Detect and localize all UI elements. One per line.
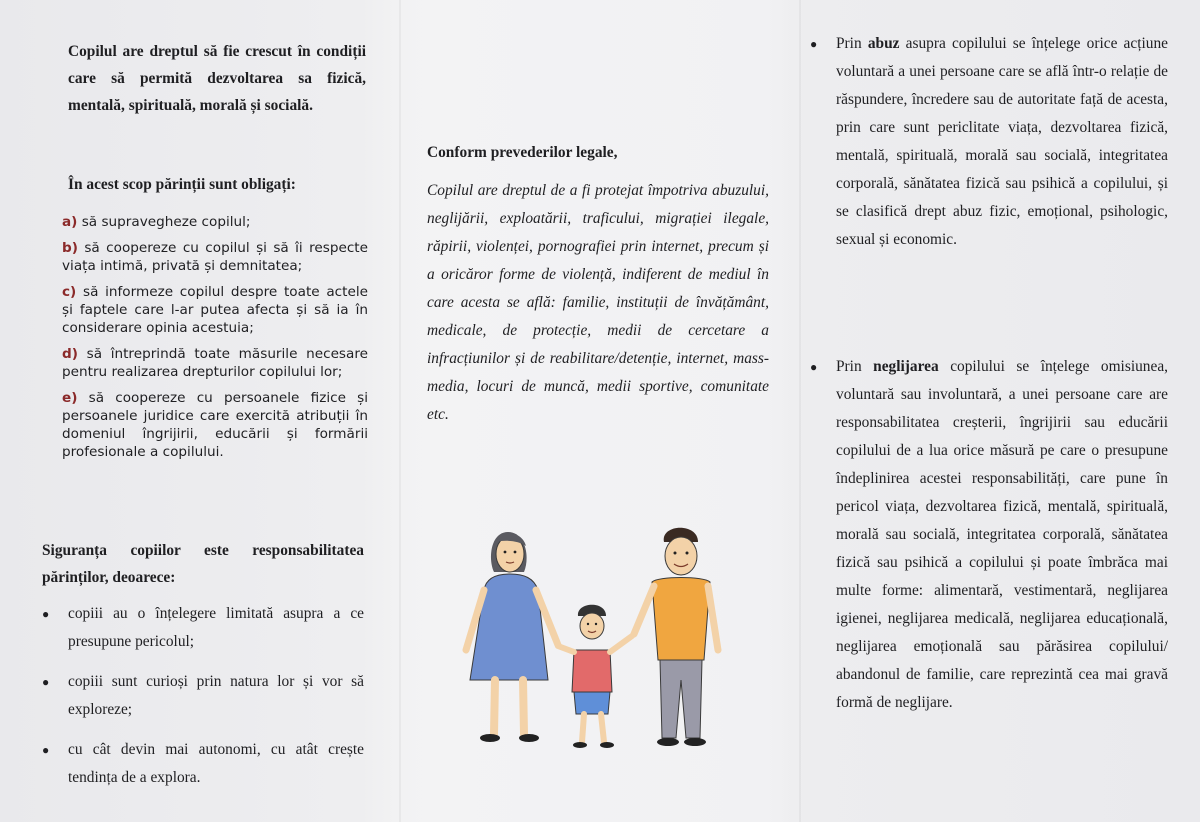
family-illustration bbox=[450, 520, 780, 760]
neglect-definition bbox=[810, 353, 1168, 717]
obligation-item bbox=[62, 283, 368, 337]
middle-panel bbox=[400, 0, 800, 822]
obligation-item bbox=[62, 389, 368, 461]
neglect-prefix: Prin bbox=[836, 358, 874, 375]
bullet-icon: ● bbox=[810, 37, 818, 51]
obligation-letter: c) bbox=[62, 284, 77, 300]
safety-item bbox=[42, 600, 364, 656]
obligation-text: să supravegheze copilul; bbox=[77, 214, 251, 230]
safety-list bbox=[42, 600, 364, 804]
obligations-list bbox=[62, 213, 368, 469]
obligation-text: să coopereze cu copilul și să îi respecte viața intimă, privată și demnitatea; bbox=[62, 240, 368, 274]
abuse-item bbox=[810, 30, 1168, 254]
obligation-text: să informeze copilul despre toate actele și faptele care l-ar putea afecta și să ia în considerare opinia acestuia; bbox=[62, 284, 368, 336]
bullet-icon: ● bbox=[42, 607, 50, 621]
safety-item-text: cu cât devin mai autonomi, cu atât crește tendința de a explora. bbox=[68, 741, 364, 786]
neglect-item bbox=[810, 353, 1168, 717]
neglect-text: copilului se înțelege omisiunea, voluntară sau involuntară, a unei persoane care are responsabilitatea creșterii, îngrijirii sau educării copilului de a lua orice măsură pe care o presupune îndeplinirea acestei responsabilități, care pune în pericol viața, dezvoltarea fizică, mentală, spirituală, morală sau socială, integritatea corporală, sănătatea fizică sau psihică a copilului și poate îmbrăca mai multe forme: alimentară, vestimentară, neglijarea igienei, neglijarea medicală, neglijarea educațională, neglijarea emoțională sau părăsirea copilului/ abandonul de familie, care reprezintă cea mai gravă formă de neglijare. bbox=[836, 358, 1169, 711]
mother-figure bbox=[466, 532, 558, 742]
safety-item bbox=[42, 736, 364, 792]
bullet-icon: ● bbox=[810, 360, 818, 374]
obligations-title: În acest scop părinții sunt obligați: bbox=[68, 176, 296, 193]
left-panel bbox=[0, 0, 400, 822]
obligation-letter: b) bbox=[62, 240, 78, 256]
safety-item bbox=[42, 668, 364, 724]
legal-text: Copilul are dreptul de a fi protejat împotriva abuzului, neglijării, exploatării, traficului, migrației ilegale, răpirii, violenței, pornografiei prin internet, precum și a oricăror forme de violență, indiferent de mediul în care acesta se află: familie, instituții de învățământ, medicale, de protecție, medii de cercetare a infracțiunilor și de reabilitare/detenție, internet, mass-media, locuri de muncă, medii sportive, comunitate etc. bbox=[427, 182, 769, 423]
safety-title: Siguranța copiilor este responsabilitatea părinților, deoarece: bbox=[42, 542, 364, 586]
bullet-icon: ● bbox=[42, 675, 50, 689]
bullet-icon: ● bbox=[42, 743, 50, 757]
father-figure bbox=[634, 528, 718, 746]
abuse-keyword: abuz bbox=[867, 35, 900, 52]
safety-item-text: copiii au o înțelegere limitată asupra a ce presupune pericolul; bbox=[68, 605, 364, 650]
abuse-definition bbox=[810, 30, 1168, 254]
obligation-item bbox=[62, 345, 368, 381]
obligation-letter: e) bbox=[62, 390, 78, 406]
obligation-letter: d) bbox=[62, 346, 78, 362]
child-figure bbox=[558, 605, 632, 748]
abuse-prefix: Prin bbox=[836, 35, 868, 52]
intro-paragraph: Copilul are dreptul să fie crescut în condiții care să permită dezvoltarea sa fizică, mentală, spirituală, morală și socială. bbox=[68, 43, 366, 114]
legal-title: Conform prevederilor legale, bbox=[427, 144, 618, 161]
abuse-text: asupra copilului se înțelege orice acțiune voluntară a unei persoane care se află într-o relație de răspundere, încredere sau de autoritate față de acesta, prin care sunt periclitate viața, dezvoltarea fizică, mentală, spirituală, morală sau socială, integritatea corporală, sănătatea fizică sau psihică a copilului, și se clasifică drept abuz fizic, emoțional, psihologic, sexual și economic. bbox=[836, 35, 1168, 248]
obligation-text: să întreprindă toate măsurile necesare pentru realizarea drepturilor copilului lor; bbox=[62, 346, 368, 380]
right-panel bbox=[800, 0, 1200, 822]
obligation-item bbox=[62, 239, 368, 275]
safety-item-text: copiii sunt curioși prin natura lor și vor să exploreze; bbox=[68, 673, 364, 718]
obligation-item bbox=[62, 213, 368, 231]
obligation-text: să coopereze cu persoanele fizice și persoanele juridice care exercită atribuții în domeniul îngrijirii, educării și formării profesionale a copilului. bbox=[62, 390, 368, 460]
neglect-keyword: neglijarea bbox=[873, 358, 939, 375]
obligation-letter: a) bbox=[62, 214, 78, 230]
